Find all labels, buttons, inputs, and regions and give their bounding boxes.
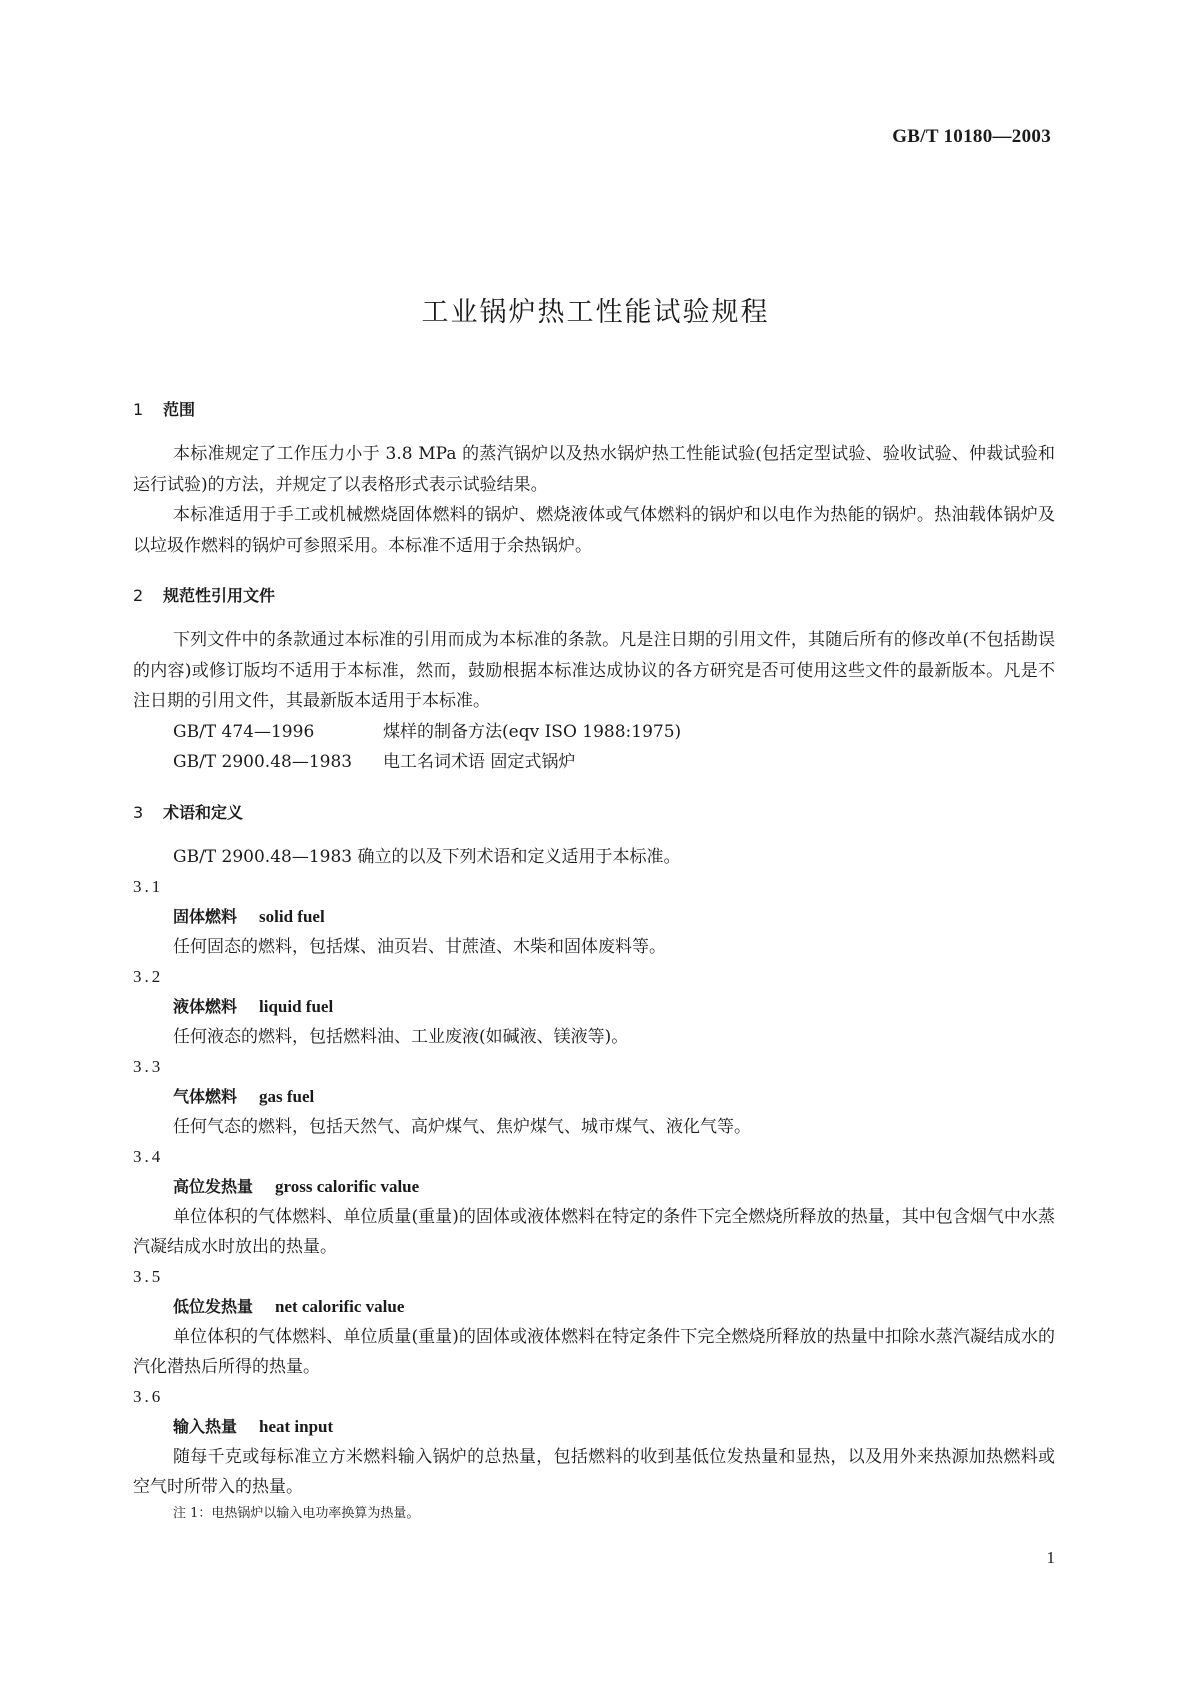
section-title: 范围 [163,400,196,419]
term-name-en: net calorific value [275,1297,405,1316]
term-name [133,902,1055,932]
term-name-zh: 固体燃料 [173,907,238,926]
reference-item [133,717,1055,748]
term-number: 3.3 [133,1057,164,1076]
term-name [133,1082,1055,1112]
section-title: 术语和定义 [163,802,244,822]
term-name-zh: 低位发热量 [173,1297,254,1316]
term-name [133,1412,1055,1442]
term-name-zh: 液体燃料 [173,997,238,1016]
term-name-en: gas fuel [259,1087,315,1106]
term-definition: 任何液态的燃料，包括燃料油、工业废液(如碱液、镁液等)。 [173,1027,629,1047]
term-name [133,1172,1055,1202]
term-definition: 任何固态的燃料，包括煤、油页岩、甘蔗渣、木柴和固体废料等。 [173,937,666,957]
term-name-zh: 输入热量 [173,1417,238,1436]
document-title: 工业锅炉热工性能试验规程 [421,297,770,329]
term-number: 3.2 [133,967,164,986]
section-heading [133,582,1055,609]
paragraph: 本标准适用于手工或机械燃烧固体燃料的锅炉、燃烧液体或气体燃料的锅炉和以电作为热能的锅炉。热油载体锅炉及以垃圾作燃料的锅炉可参照采用。本标准不适用于余热锅炉。 [133,505,1055,556]
paragraph: 本标准规定了工作压力小于 3.8 MPa 的蒸汽锅炉以及热水锅炉热工性能试验(包括定型试验、验收试验、仲裁试验和运行试验)的方法，并规定了以表格形式表示试验结果。 [133,444,1055,495]
term-definition: 单位体积的气体燃料、单位质量(重量)的固体或液体燃料在特定条件下完全燃烧所释放的热量中扣除水蒸汽凝结成水的汽化潜热后所得的热量。 [133,1327,1055,1377]
term-name-zh: 气体燃料 [173,1087,238,1106]
section-number: 1 [133,400,144,419]
paragraph: 下列文件中的条款通过本标准的引用而成为本标准的条款。凡是注日期的引用文件，其随后所有的修改单(不包括勘误的内容)或修订版均不适用于本标准，然而，鼓励根据本标准达成协议的各方研究是否可使用这些文件的最新版本。凡是不注日期的引用文件，其最新版本适用于本标准。 [133,630,1055,711]
section-title: 规范性引用文件 [163,586,276,605]
term-name-en: solid fuel [259,907,325,926]
reference-item [133,747,1055,778]
term-name-en: liquid fuel [259,997,334,1016]
term-name-zh: 高位发热量 [173,1177,254,1196]
note: 注 1：电热锅炉以输入电功率换算为热量。 [173,1506,420,1521]
term-number: 3.5 [133,1267,164,1286]
reference-title: 煤样的制备方法(eqv ISO 1988:1975) [383,721,682,742]
term-entry [133,1382,1055,1502]
section-number: 2 [133,586,144,605]
section-number: 3 [133,802,144,822]
term-entry [133,1262,1055,1382]
document-body [133,396,1055,1526]
term-name-en: gross calorific value [275,1177,420,1196]
term-name [133,992,1055,1022]
section-heading [133,799,1055,826]
term-definition: 单位体积的气体燃料、单位质量(重量)的固体或液体燃料在特定的条件下完全燃烧所释放的热量，其中包含烟气中水蒸汽凝结成水时放出的热量。 [133,1207,1055,1257]
standard-code: GB/T 10180—2003 [892,126,1051,147]
term-name [133,1292,1055,1322]
reference-code: GB/T 2900.48—1983 [173,752,353,772]
section-heading [133,396,1055,423]
term-number: 3.6 [133,1387,164,1406]
term-entry [133,962,1055,1052]
term-entry [133,1142,1055,1262]
reference-code: GB/T 474—1996 [173,721,315,742]
term-name-en: heat input [259,1417,334,1436]
term-definition: 随每千克或每标准立方米燃料输入锅炉的总热量，包括燃料的收到基低位发热量和显热，以及用外来热源加热燃料或空气时所带入的热量。 [133,1447,1055,1497]
section-intro: GB/T 2900.48—1983 确立的以及下列术语和定义适用于本标准。 [173,846,681,867]
term-definition: 任何气态的燃料，包括天然气、高炉煤气、焦炉煤气、城市煤气、液化气等。 [173,1117,751,1137]
term-number: 3.1 [133,877,164,896]
term-entry [133,872,1055,962]
reference-title: 电工名词术语 固定式锅炉 [383,752,576,772]
term-number: 3.4 [133,1147,164,1166]
page-number: 1 [1046,1548,1055,1567]
term-entry [133,1052,1055,1142]
